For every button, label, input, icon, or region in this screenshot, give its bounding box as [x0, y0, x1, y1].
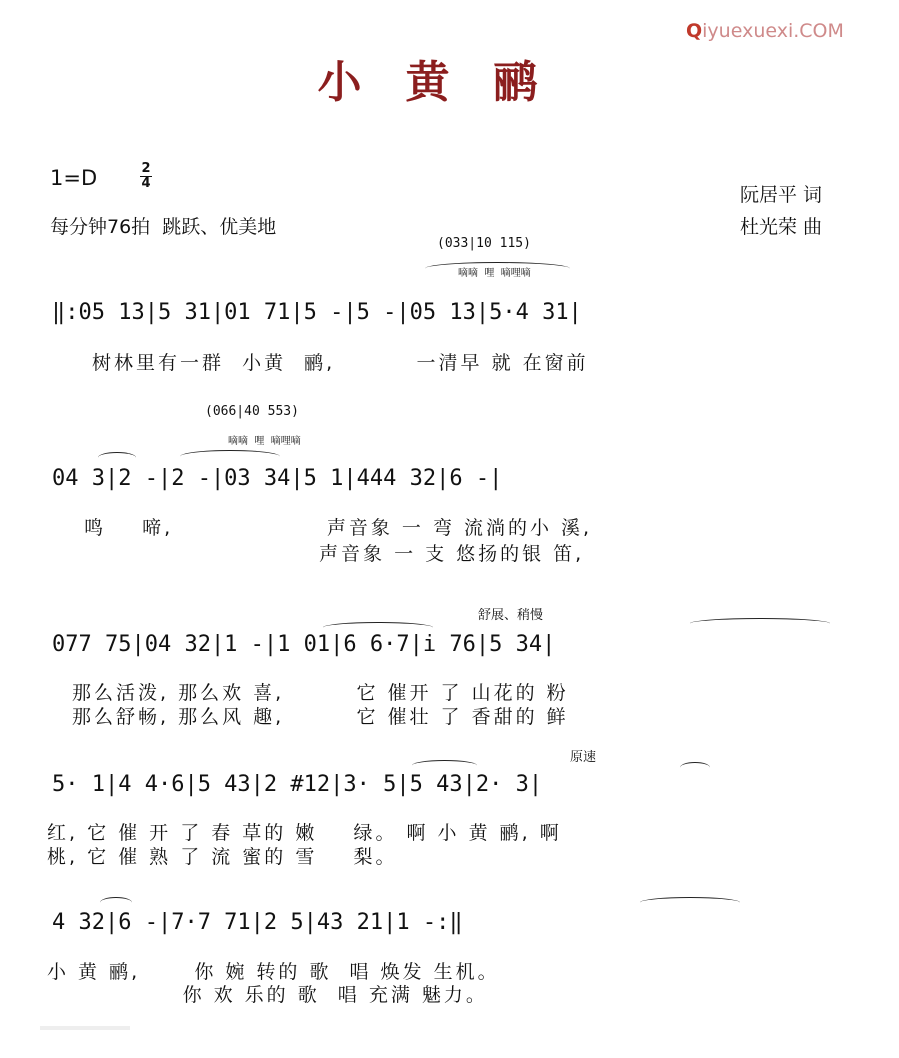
lyricist-credit: 阮居平 词: [740, 184, 823, 206]
notation-row-1: ‖:05 13|5 31|01 71|5 -|5 -|05 13|5·4 31|: [52, 300, 582, 325]
notation-row-5: 4 32|6 -|7·7 71|2 5|43 21|1 -:‖: [52, 910, 463, 935]
time-signature: [140, 163, 152, 190]
lyrics-row-5-line-1: 小 黄 鹂, 你 婉 转的 歌 唱 焕发 生机。: [47, 961, 500, 983]
expression-mark: 原速: [570, 750, 597, 765]
slur: [690, 618, 830, 629]
intro-notes-1: (033|10 115): [437, 236, 531, 251]
slur: [180, 450, 280, 463]
notation-row-3: 077 75|04 32|1 -|1 01|6 6·7|i 76|5 34|: [52, 632, 556, 657]
lyrics-row-2-line-1: 鸣 啼, 声音象 一 弯 流淌的小 溪,: [84, 517, 593, 539]
key-signature: 1=D: [50, 166, 98, 190]
tempo-marking: 每分钟76拍 跳跃、优美地: [50, 216, 277, 238]
lyrics-row-2-line-2: 声音象 一 支 悠扬的银 笛,: [84, 543, 585, 565]
expression-mark: 舒展、稍慢: [478, 608, 544, 623]
lyrics-row-4-line-1: 红, 它 催 开 了 春 草的 嫩 绿。 啊 小 黄 鹂, 啊: [47, 822, 562, 844]
slur: [98, 452, 136, 463]
intro-words-1: 嘀嘀 哩 嘀哩嘀: [458, 268, 531, 279]
tie: [640, 897, 740, 908]
composer-credit: 杜光荣 曲: [740, 216, 823, 238]
lyrics-row-4-line-2: 桃, 它 催 熟 了 流 蜜的 雪 梨。: [47, 846, 398, 868]
song-title: 小黄鹂: [317, 57, 582, 108]
lyrics-row-5-line-2: 你 欢 乐的 歌 唱 充满 魅力。: [47, 984, 488, 1006]
scan-artifact: [40, 1026, 130, 1030]
intro-words-2: 嘀嘀 哩 嘀哩嘀: [228, 436, 301, 447]
lyrics-row-1-line-1: 树林里有一群 小黄 鹂, 一清早 就 在窗前: [92, 352, 589, 374]
slur: [412, 760, 477, 771]
watermark: Qiyuexuexi.COM: [686, 20, 844, 42]
time-signature-bottom: 4: [141, 176, 151, 191]
slur: [680, 762, 710, 773]
notation-row-4: 5· 1|4 4·6|5 43|2 #12|3· 5|5 43|2· 3|: [52, 772, 543, 797]
lyrics-row-3-line-2: 那么舒畅, 那么风 趣, 它 催壮 了 香甜的 鲜: [72, 706, 569, 728]
notation-row-2: 04 3|2 -|2 -|03 34|5 1|444 32|6 -|: [52, 466, 503, 491]
intro-notes-2: (066|40 553): [205, 404, 299, 419]
slur: [100, 897, 132, 908]
lyrics-row-3-line-1: 那么活泼, 那么欢 喜, 它 催开 了 山花的 粉: [72, 682, 569, 704]
time-signature-top: 2: [141, 161, 151, 176]
